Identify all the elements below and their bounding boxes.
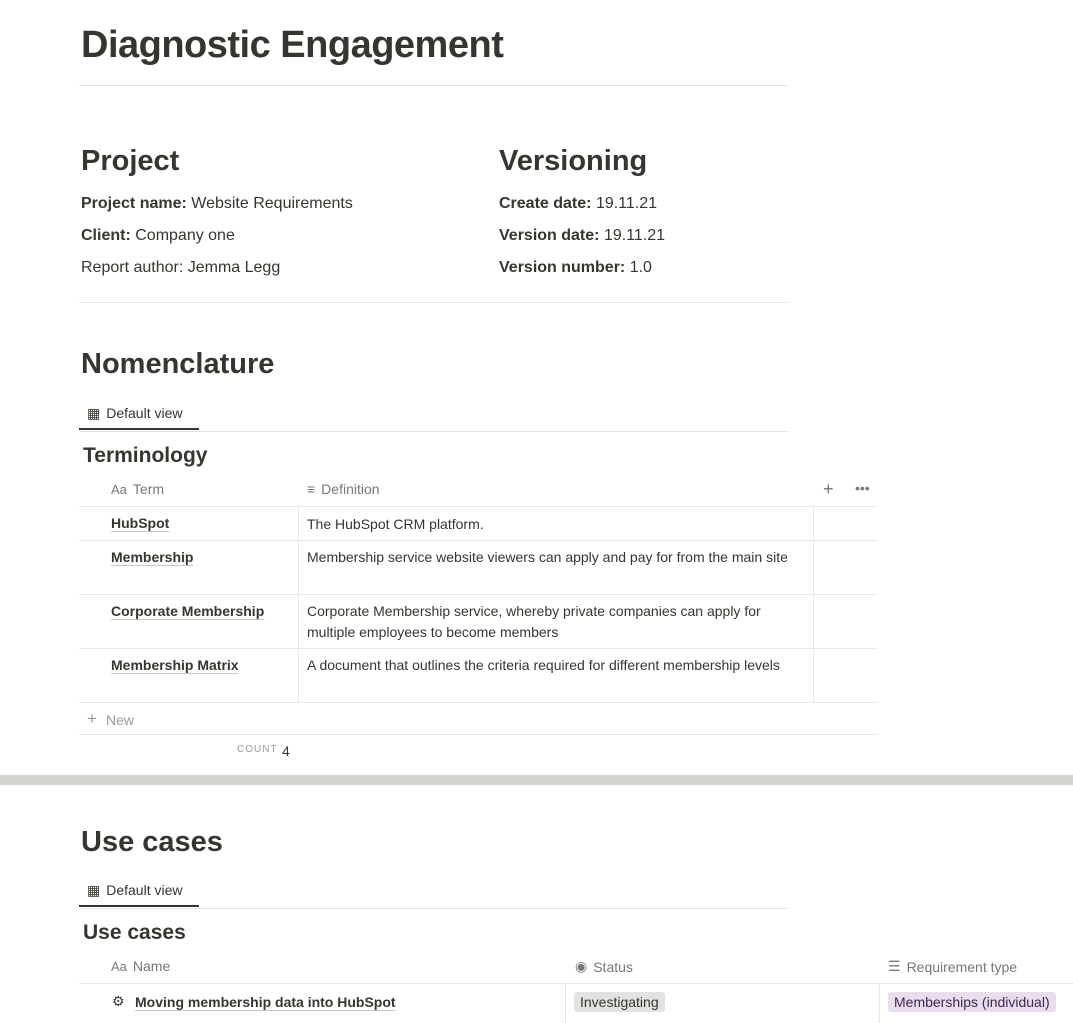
- table-row[interactable]: Corporate Membership Corporate Membership service, whereby private companies can apply for multiple employees to become members: [79, 594, 878, 648]
- nomenclature-heading: Nomenclature: [81, 348, 275, 380]
- table-row[interactable]: HubSpot The HubSpot CRM platform.: [79, 506, 878, 540]
- page-break: [0, 775, 1073, 785]
- count-label: COUNT: [237, 744, 278, 755]
- table-icon: ▦: [87, 404, 101, 421]
- tab-default-view[interactable]: ▦ Default view: [79, 875, 199, 907]
- more-icon[interactable]: •••: [855, 480, 870, 496]
- table-row[interactable]: Membership Matrix A document that outlines the criteria required for different membership levels: [79, 648, 878, 702]
- table-row[interactable]: Membership Membership service website viewers can apply and pay for from the main site: [79, 540, 878, 594]
- versioning-heading: Versioning: [499, 145, 648, 177]
- requirement-type-tag: Memberships (individual): [888, 992, 1056, 1012]
- new-row-button[interactable]: + New: [79, 702, 878, 735]
- status-icon: ◉: [575, 958, 588, 974]
- table-title: Terminology: [83, 444, 208, 467]
- table-title: Use cases: [83, 921, 186, 944]
- version-number: Version number: 1.0: [499, 259, 652, 276]
- client: Client: Company one: [81, 227, 235, 244]
- column-requirement-type[interactable]: ☰ Requirement type: [888, 958, 1018, 975]
- version-date: Version date: 19.11.21: [499, 227, 666, 244]
- plus-icon: +: [87, 709, 97, 728]
- text-icon: Aa: [111, 958, 127, 974]
- count-value: 4: [282, 743, 290, 759]
- project-heading: Project: [81, 145, 180, 177]
- add-column-button[interactable]: +: [823, 479, 834, 499]
- divider: [79, 302, 787, 303]
- text-icon: Aa: [111, 481, 127, 497]
- list-icon: ☰: [888, 958, 901, 974]
- lines-icon: ≡: [307, 481, 316, 497]
- tab-default-view[interactable]: ▦ Default view: [79, 398, 199, 430]
- status-badge: Investigating: [574, 992, 665, 1012]
- page-title: Diagnostic Engagement: [81, 24, 504, 66]
- divider: [79, 431, 787, 432]
- gear-icon: ⚙: [112, 993, 125, 1009]
- divider: [79, 908, 787, 909]
- table-row[interactable]: ⚙ Moving membership data into HubSpot Investigating Memberships (individual): [79, 983, 1073, 1023]
- report-author: Report author: Jemma Legg: [81, 259, 281, 276]
- divider: [79, 85, 787, 86]
- column-name[interactable]: Aa Name: [111, 958, 171, 974]
- table-icon: ▦: [87, 881, 101, 898]
- column-definition[interactable]: ≡ Definition: [307, 481, 380, 497]
- project-name: Project name: Website Requirements: [81, 195, 353, 212]
- use-cases-heading: Use cases: [81, 826, 223, 858]
- column-term[interactable]: Aa Term: [111, 481, 165, 497]
- create-date: Create date: 19.11.21: [499, 195, 658, 212]
- column-status[interactable]: ◉ Status: [575, 958, 633, 975]
